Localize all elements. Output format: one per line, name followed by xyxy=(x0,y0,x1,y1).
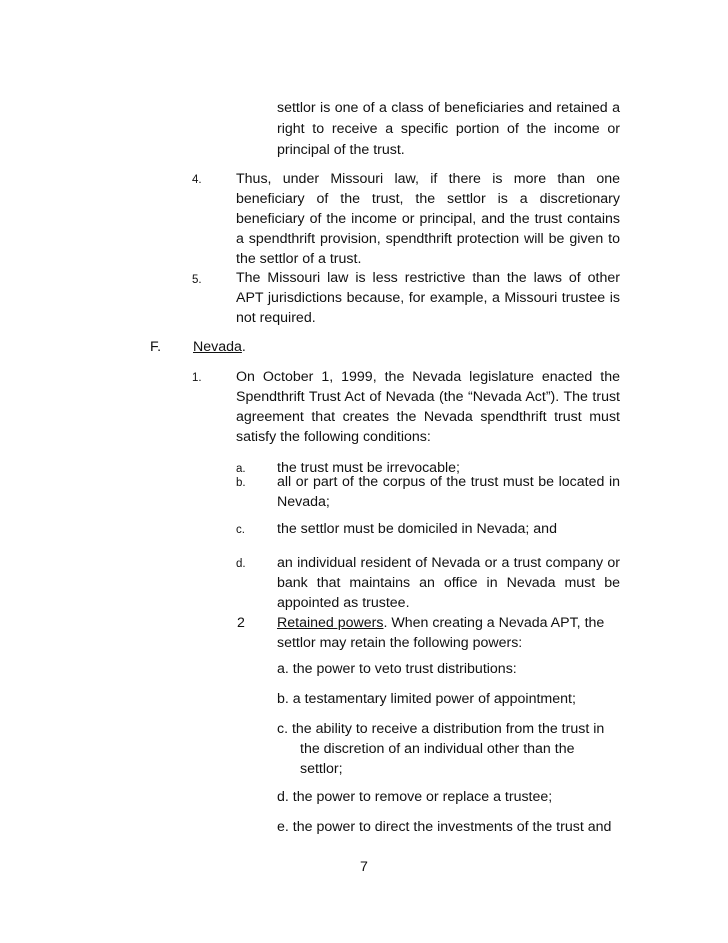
condition-b-line-2: Nevada; xyxy=(277,494,330,510)
f1-label: 1. xyxy=(192,372,202,384)
item-4-line-1: Thus, under Missouri law, if there is more than one xyxy=(236,171,620,187)
power-d-line-1: d. the power to remove or replace a trustee; xyxy=(277,789,553,805)
power-e-line-1: e. the power to direct the investments of the trust and xyxy=(277,819,612,835)
condition-b-line-1: all or part of the corpus of the trust must be located in xyxy=(277,474,620,490)
item-4-line-3: beneficiary of the income or principal, and the trust contains xyxy=(236,211,620,227)
condition-b-label-text: b. xyxy=(236,477,246,489)
item-4-line-5: the settlor of a trust. xyxy=(236,251,362,267)
power-c-line-2: the discretion of an individual other than the xyxy=(300,741,575,757)
item-5-line-3: not required. xyxy=(236,310,316,326)
continued-line-1: settlor is one of a class of beneficiaries and retained a xyxy=(277,100,620,116)
power-c-line-3: settlor; xyxy=(300,761,343,777)
f1-line-2: Spendthrift Trust Act of Nevada (the “Nevada Act”). The trust xyxy=(236,389,620,405)
f2-line-2: settlor may retain the following powers: xyxy=(277,635,523,651)
condition-c-line-1: the settlor must be domiciled in Nevada; and xyxy=(277,521,557,537)
section-f-heading xyxy=(193,338,246,356)
section-f-label: F. xyxy=(150,339,162,355)
condition-d-label: d. xyxy=(236,558,246,570)
section-f-period: . xyxy=(241,339,246,355)
f2-label: 2 xyxy=(237,615,245,631)
condition-a-label: a. xyxy=(236,463,246,475)
power-a-line-1: a. the power to veto trust distributions: xyxy=(277,661,517,677)
power-c-line-1: c. the ability to receive a distribution from the trust in xyxy=(277,721,605,737)
f1-line-3: agreement that creates the Nevada spendthrift trust must xyxy=(236,409,620,425)
power-b-line-1: b. a testamentary limited power of appointment; xyxy=(277,691,576,707)
item-5-line-1: The Missouri law is less restrictive than the laws of other xyxy=(236,270,620,286)
continued-line-2: right to receive a specific portion of the income or xyxy=(277,121,620,137)
f1-line-1: On October 1, 1999, the Nevada legislature enacted the xyxy=(236,369,620,385)
f2-line-1-rest: . When creating a Nevada APT, the xyxy=(383,615,605,631)
item-5-label: 5. xyxy=(192,274,202,286)
continued-line-3: principal of the trust. xyxy=(277,142,405,158)
condition-d-line-1: an individual resident of Nevada or a trust company or xyxy=(277,555,620,571)
page-number: 7 xyxy=(360,859,368,875)
f2-heading: Retained powers xyxy=(277,615,384,631)
item-5-line-2: APT jurisdictions because, for example, a Missouri trustee is xyxy=(236,290,620,306)
f2-line-1 xyxy=(277,614,604,632)
condition-c-label: c. xyxy=(236,524,245,536)
item-4-line-4: a spendthrift provision, spendthrift protection will be given to xyxy=(236,231,620,247)
item-4-label: 4. xyxy=(192,174,202,186)
section-f-title: Nevada xyxy=(193,339,242,355)
f1-line-4: satisfy the following conditions: xyxy=(236,429,431,445)
condition-a-line-1: the trust must be irrevocable; xyxy=(277,460,460,476)
condition-d-line-3: appointed as trustee. xyxy=(277,595,410,611)
condition-d-line-2: bank that maintains an office in Nevada must be xyxy=(277,575,620,591)
item-4-line-2: beneficiary of the trust, the settlor is a discretionary xyxy=(236,191,620,207)
